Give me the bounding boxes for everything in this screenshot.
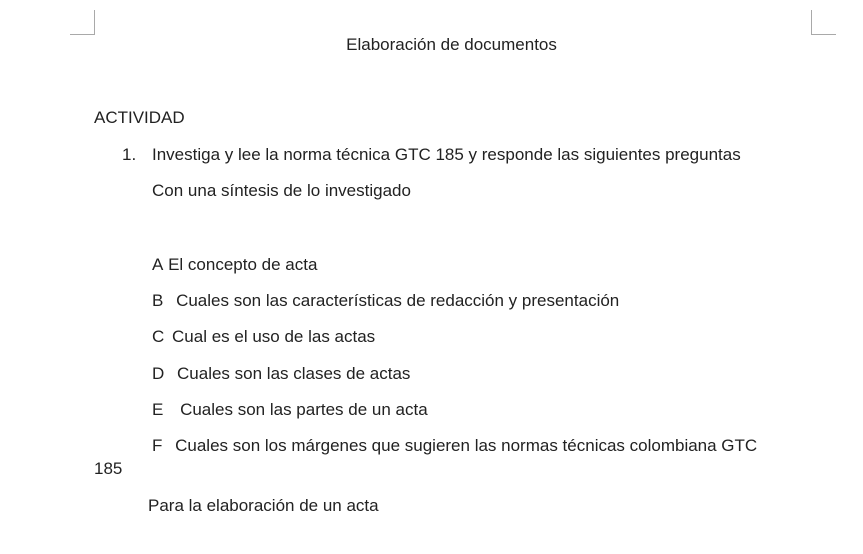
question-f-wrap: 185 [94, 459, 123, 478]
question-letter: A [152, 255, 164, 274]
question-text: Cuales son las características de redacción y presentación [176, 291, 620, 310]
question-letter: D [152, 364, 165, 383]
question-text: Cuales son las partes de un acta [180, 400, 428, 419]
list-item-number: 1. [122, 145, 137, 164]
question-letter: E [152, 400, 164, 419]
closing-line: Para la elaboración de un acta [148, 496, 379, 515]
question-text: Cuales son los márgenes que sugieren las normas técnicas colombiana GTC [175, 436, 758, 455]
question-text: Cual es el uso de las actas [172, 327, 376, 346]
question-e [152, 400, 428, 420]
list-item-continuation: Con una síntesis de lo investigado [152, 181, 411, 200]
question-c [152, 327, 375, 347]
question-letter: B [152, 291, 164, 310]
question-a [152, 255, 317, 275]
question-letter: C [152, 327, 165, 346]
question-b [152, 291, 619, 311]
section-heading: ACTIVIDAD [94, 108, 185, 127]
top-right-margin-mark [811, 10, 836, 35]
question-text: El concepto de acta [168, 255, 318, 274]
top-left-margin-mark [70, 10, 95, 35]
question-text: Cuales son las clases de actas [177, 364, 411, 383]
question-d [152, 364, 410, 384]
document-title: Elaboración de documentos [346, 35, 557, 54]
question-letter: F [152, 436, 163, 455]
list-item-text: Investiga y lee la norma técnica GTC 185 y responde las siguientes preguntas [152, 145, 741, 164]
question-f [152, 436, 757, 456]
